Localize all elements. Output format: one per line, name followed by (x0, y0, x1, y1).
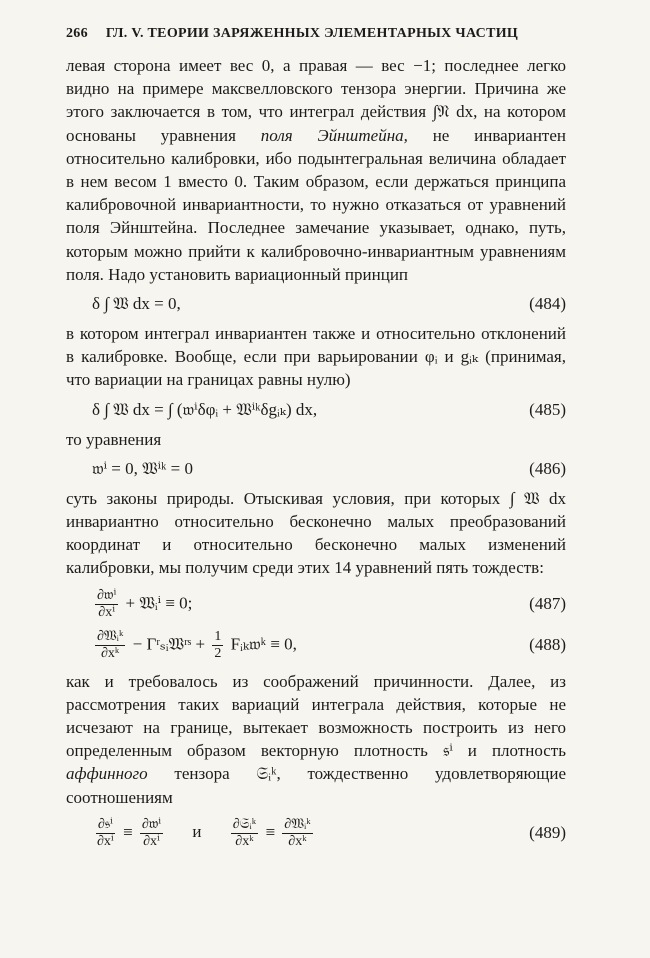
paragraph-3: то уравнения (66, 429, 162, 449)
book-page (66, 26, 566, 858)
paragraph-4: суть законы природы. Отыскивая условия, при которых ∫ 𝔚 dx инвариантно относительно бесконечно малых преобразований координат и относительно бесконечно малых изменений калибровки, мы получим среди этих 14 уравнений пять тождеств: (66, 488, 566, 578)
paragraph-5: как и требовалось из соображений причинности. Далее, из рассмотрения таких вариаций интеграла действия, которые не исчезают на границе, вытекает возможность построить из него определенным образом векторную плотность 𝔰ⁱ и плотность аффинного тензора 𝔖ᵢᵏ, тождественно удовлетворяющие соотношениям (66, 671, 566, 807)
equation-488-formula: $\frac{\text{∂𝔚ᵢᵏ}}{\text{∂xᵏ}}$ − Γʳₛᵢ𝔚ʳˢ + $\frac{1}{2}$ Fᵢₖ𝔴ᵏ ≡ 0, (97, 628, 297, 661)
equation-488-number: (488) (529, 635, 566, 655)
fraction: $\frac{\text{∂𝔖ᵢᵏ}}{\text{∂xᵏ}}$ (232, 816, 257, 849)
equation-486-formula: 𝔴ⁱ = 0, 𝔚ⁱᵏ = 0 (92, 458, 193, 478)
action-integral: ∫𝔑 dx, (432, 102, 478, 122)
equation-489-formula: $\frac{\text{∂𝔰ⁱ}}{\text{∂xⁱ}}$ ≡ $\frac{\text{∂𝔴ⁱ}}{\text{∂xⁱ}}$ и $\frac{\text{∂𝔖ᵢᵏ}}{\text{∂xᵏ}}$ ≡ $\frac{\text{∂𝔚ᵢᵏ}}{\text{∂xᵏ}}$ (97, 816, 311, 849)
fraction: $\frac{\text{∂𝔚ᵢᵏ}}{\text{∂xᵏ}}$ (284, 816, 311, 849)
page-number: 266 (66, 26, 88, 41)
fraction: $\frac{1}{2}$ (214, 628, 222, 661)
fraction: $\frac{\text{∂𝔴ⁱ}}{\text{∂xⁱ}}$ (97, 587, 117, 620)
equation-487 (66, 588, 566, 621)
equation-489-number: (489) (529, 823, 566, 843)
fraction: $\frac{\text{∂𝔚ᵢᵏ}}{\text{∂xᵏ}}$ (97, 628, 124, 661)
equation-484-number: (484) (529, 294, 566, 314)
equation-486-number: (486) (529, 458, 566, 478)
equation-487-formula: $\frac{\text{∂𝔴ⁱ}}{\text{∂xⁱ}}$ + 𝔚ᵢⁱ ≡ 0; (97, 587, 193, 620)
paragraph-2: в котором интеграл инвариантен также и относительно отклонений в калибровке. Вообще, если при варьировании φᵢ и gᵢₖ (принимая, что вариации на границах равны нулю) (66, 324, 566, 390)
equation-488 (66, 629, 566, 662)
equation-485-formula: δ ∫ 𝔚 dx = ∫ (𝔴ⁱδφᵢ + 𝔚ⁱᵏδgᵢₖ) dx, (92, 399, 318, 419)
equation-487-number: (487) (529, 594, 566, 614)
equation-485-number: (485) (529, 399, 566, 419)
equation-486 (66, 459, 566, 479)
fraction: $\frac{\text{∂𝔴ⁱ}}{\text{∂xⁱ}}$ (141, 816, 162, 849)
equation-484-formula: δ ∫ 𝔚 dx = 0, (92, 294, 181, 314)
fraction: $\frac{\text{∂𝔰ⁱ}}{\text{∂xⁱ}}$ (97, 816, 114, 849)
equation-485 (66, 400, 566, 420)
running-header (66, 26, 566, 42)
invariant-integral: ∫ 𝔚 dx (509, 488, 566, 508)
equation-489 (66, 817, 566, 850)
equation-484 (66, 294, 566, 314)
paragraph-1: левая сторона имеет вес 0, а правая — вес −1; последнее легко видно на примере максвелловского тензора энергии. Причина же этого заключается в том, что интеграл действия ∫𝔑 dx, на котором основаны уравнения поля Эйнштейна, не инвариантен относительно калибровки, ибо подынтегральная величина обладает в нем весом 1 вместо 0. Таким образом, если держаться принципа калибровочной инвариантности, то нужно отказаться от уравнений поля Эйнштейна. Последнее замечание указывает, однако, путь, которым можно прийти к калибровочно-инвариантным уравнениям поля. Надо установить вариационный принцип (66, 56, 567, 284)
running-title: ГЛ. V. ТЕОРИИ ЗАРЯЖЕННЫХ ЭЛЕМЕНТАРНЫХ ЧАСТИЦ (105, 26, 519, 41)
